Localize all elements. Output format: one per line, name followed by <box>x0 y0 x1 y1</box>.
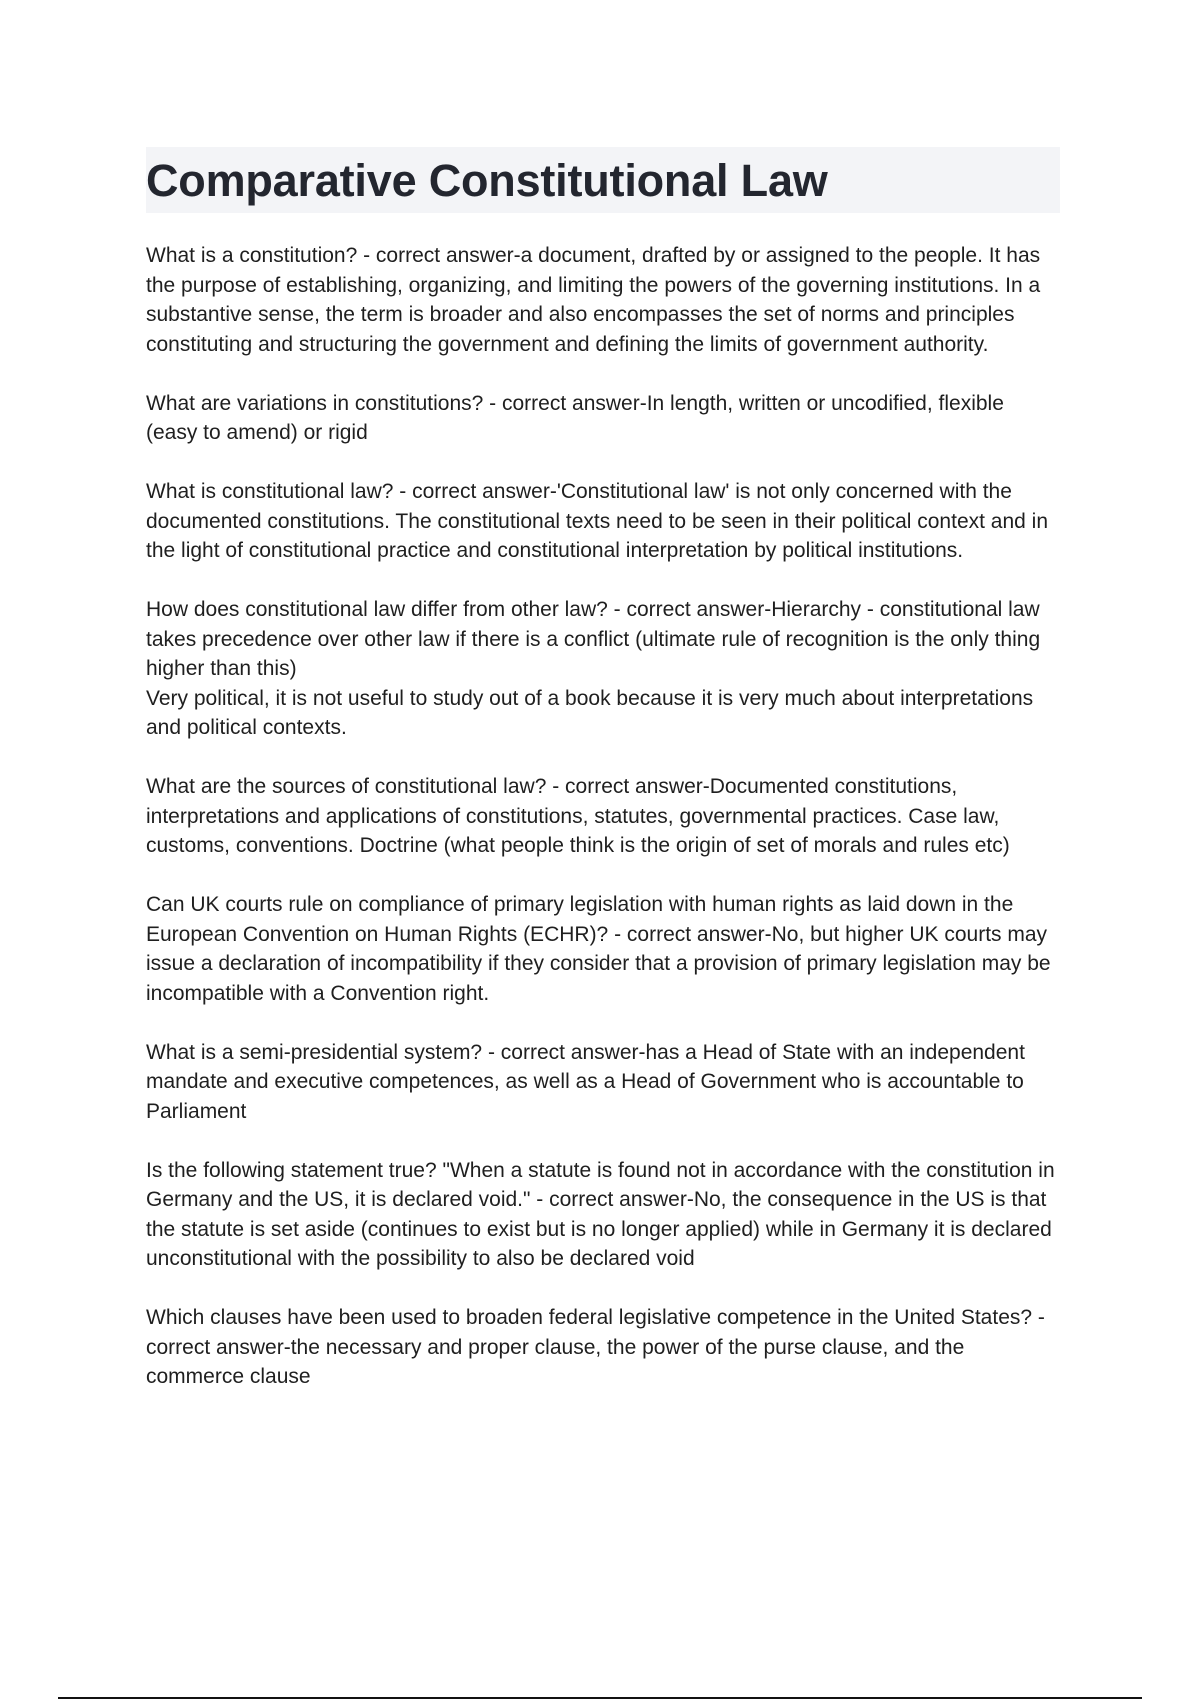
qa-entry-9: Which clauses have been used to broaden federal legislative competence in the United States? - correct answer-the necessary and proper clause, the power of the purse clause, and the commerce clause <box>146 1306 1045 1388</box>
document-title: Comparative Constitutional Law <box>146 154 828 206</box>
qa-list <box>146 241 1060 1392</box>
qa-entry-3: What is constitutional law? - correct answer-'Constitutional law' is not only concerned with the documented constitutions. The constitutional texts need to be seen in their political context and in the light of constitutional practice and constitutional interpretation by political institutions. <box>146 480 1049 562</box>
qa-entry-1: What is a constitution? - correct answer-a document, drafted by or assigned to the people. It has the purpose of establishing, organizing, and limiting the powers of the governing institutions. In a substantive sense, the term is broader and also encompasses the set of norms and principles constituting and structuring the government and defining the limits of government authority. <box>146 244 1041 356</box>
title-band <box>146 147 1060 213</box>
qa-entry-4: How does constitutional law differ from other law? - correct answer-Hierarchy - constitutional law takes precedence over other law if there is a conflict (ultimate rule of recognition is the only thing higher than this) Very political, it is not useful to study out of a book because it is very much about interpretations and political contexts. <box>146 598 1041 739</box>
qa-entry-8: Is the following statement true? "When a statute is found not in accordance with the constitution in Germany and the US, it is declared void." - correct answer-No, the consequence in the US is that the statute is set aside (continues to exist but is no longer applied) while in Germany it is declared unconstitutional with the possibility to also be declared void <box>146 1158 1055 1270</box>
footer-divider <box>58 1697 1142 1699</box>
document-page <box>146 147 1060 1421</box>
qa-entry-2: What are variations in constitutions? - correct answer-In length, written or uncodified, flexible (easy to amend) or rigid <box>146 391 1004 444</box>
qa-entry-5: What are the sources of constitutional law? - correct answer-Documented constitutions, interpretations and applications of constitutions, statutes, governmental practices. Case law, customs, conventions. Doctrine (what people think is the origin of set of morals and rules etc) <box>146 775 1010 857</box>
qa-entry-6: Can UK courts rule on compliance of primary legislation with human rights as laid down in the European Convention on Human Rights (ECHR)? - correct answer-No, but higher UK courts may issue a declaration of incompatibility if they consider that a provision of primary legislation may be incompatible with a Convention right. <box>146 893 1051 1005</box>
qa-entry-7: What is a semi-presidential system? - correct answer-has a Head of State with an independent mandate and executive competences, as well as a Head of Government who is accountable to Parliament <box>146 1040 1025 1123</box>
